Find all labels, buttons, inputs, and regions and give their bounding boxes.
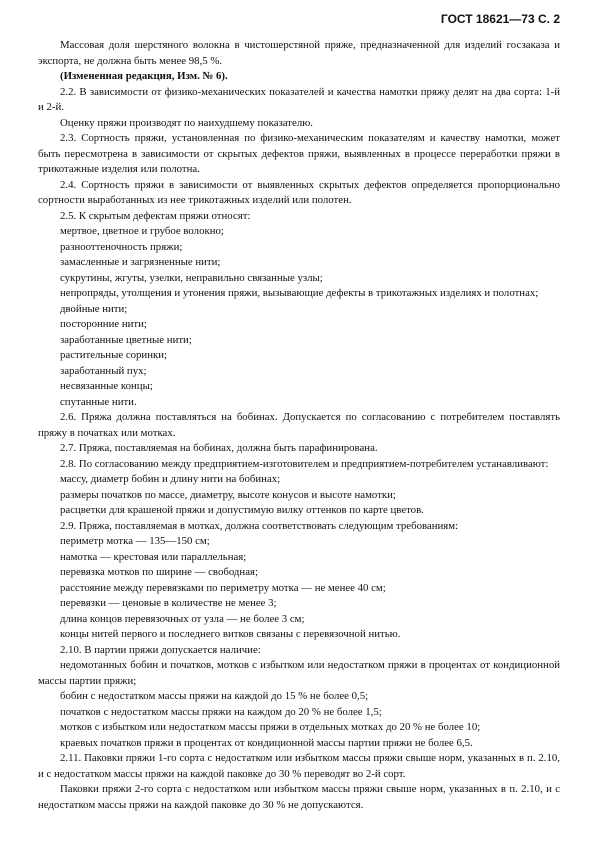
list-item: мотков с избытком или недостатком массы пряжи в отдельных мотках до 20 % не более 10; (60, 721, 481, 733)
page-header: ГОСТ 18621—73 С. 2 (440, 12, 560, 26)
list-item: заработанный пух; (60, 364, 147, 377)
list-item: початков с недостатком массы пряжи на каждом до 20 % не более 1,5; (60, 705, 382, 718)
list-item: расцветки для крашеной пряжи и допустимую вилку оттенков по карте цветов. (60, 504, 424, 516)
paragraph: 2.7. Пряжа, поставляемая на бобинах, должна быть парафинирована. (60, 442, 378, 454)
list-item: замасленные и загрязненные нити; (60, 256, 221, 268)
list-item: размеры початков по массе, диаметру, высоте конусов и высоте намотки; (60, 488, 396, 501)
paragraph: 2.5. К скрытым дефектам пряжи относят: (60, 209, 251, 222)
list-item: спутанные нити. (60, 395, 137, 408)
paragraph: 2.10. В партии пряжи допускается наличие: (60, 643, 261, 656)
list-item: посторонние нити; (60, 318, 147, 330)
list-item: сукрутины, жгуты, узелки, неправильно связанные узлы; (60, 271, 323, 284)
list-item: разнооттеночность пряжи; (60, 240, 183, 253)
list-item: перевязка мотков по ширине — свободная; (60, 566, 258, 578)
paragraph: 2.2. В зависимости от физико-механических показателей и качества намотки пряжу делят на два сорта: 1-й и 2-й. (38, 85, 560, 113)
list-item: непропряды, утолщения и утонения пряжи, вызывающие дефекты в трикотажных изделиях и полотнах; (60, 287, 539, 299)
list-item: недомотанных бобин и початков, мотков с избытком или недостатком пряжи в процентах от кондиционной массы партии пряжи; (38, 659, 560, 687)
paragraph: 2.4. Сортность пряжи в зависимости от выявленных скрытых дефектов определяется пропорционально сортности выработанных из нее трикотажных изделий или полотен. (38, 178, 560, 206)
list-item: перевязки — ценовые в количестве не менее 3; (60, 597, 277, 609)
amendment-note: (Измененная редакция, Изм. № 6). (60, 70, 228, 82)
paragraph: 2.11. Паковки пряжи 1-го сорта с недостатком или избытком массы пряжи свыше норм, указанных в п. 2.10, и с недостатком массы пряжи на каждой паковке до 30 % переводят во 2-й сорт. (38, 752, 560, 780)
list-item: мертвое, цветное и грубое волокно; (60, 225, 224, 237)
paragraph: 2.6. Пряжа должна поставляться на бобинах. Допускается по согласованию с потребителем поставлять пряжу в початках или мотках. (38, 411, 560, 439)
paragraph: Оценку пряжи производят по наихудшему показателю. (60, 116, 313, 129)
paragraph: 2.3. Сортность пряжи, установленная по физико-механическим показателям и качеству намотки, может быть пересмотрена в зависимости от скрытых дефектов пряжи, выявленных в процессе переработки пряжи в трикотажные изделия или полотна. (38, 132, 560, 175)
document-body (38, 38, 560, 813)
paragraph: Массовая доля шерстяного волокна в чистошерстяной пряже, предназначенной для изделий госзаказа и экспорта, не должна быть менее 98,5 %. (38, 39, 560, 67)
list-item: массу, диаметр бобин и длину нити на бобинах; (60, 473, 281, 485)
list-item: концы нитей первого и последнего витков связаны с перевязочной нитью. (60, 628, 401, 640)
paragraph: 2.8. По согласованию между предприятием-изготовителем и предприятием-потребителем устанавливают: (60, 457, 549, 470)
list-item: несвязанные концы; (60, 380, 153, 392)
list-item: краевых початков пряжи в процентах от кондиционной массы партии пряжи не более 6,5. (60, 736, 473, 749)
list-item: двойные нити; (60, 302, 128, 315)
list-item: намотка — крестовая или параллельная; (60, 550, 247, 563)
list-item: бобин с недостатком массы пряжи на каждой до 15 % не более 0,5; (60, 690, 369, 702)
list-item: заработанные цветные нити; (60, 333, 192, 346)
list-item: периметр мотка — 135—150 см; (60, 535, 210, 547)
paragraph: 2.9. Пряжа, поставляемая в мотках, должна соответствовать следующим требованиям: (60, 519, 459, 532)
list-item: расстояние между перевязками по периметру мотка — не менее 40 см; (60, 581, 386, 594)
paragraph: Паковки пряжи 2-го сорта с недостатком или избытком массы пряжи свыше норм, указанных в п. 2.10, и с недостатком массы пряжи на каждой паковке до 30 % не допускаются. (38, 783, 560, 811)
list-item: длина концов перевязочных от узла — не более 3 см; (60, 612, 305, 625)
list-item: растительные соринки; (60, 349, 167, 361)
